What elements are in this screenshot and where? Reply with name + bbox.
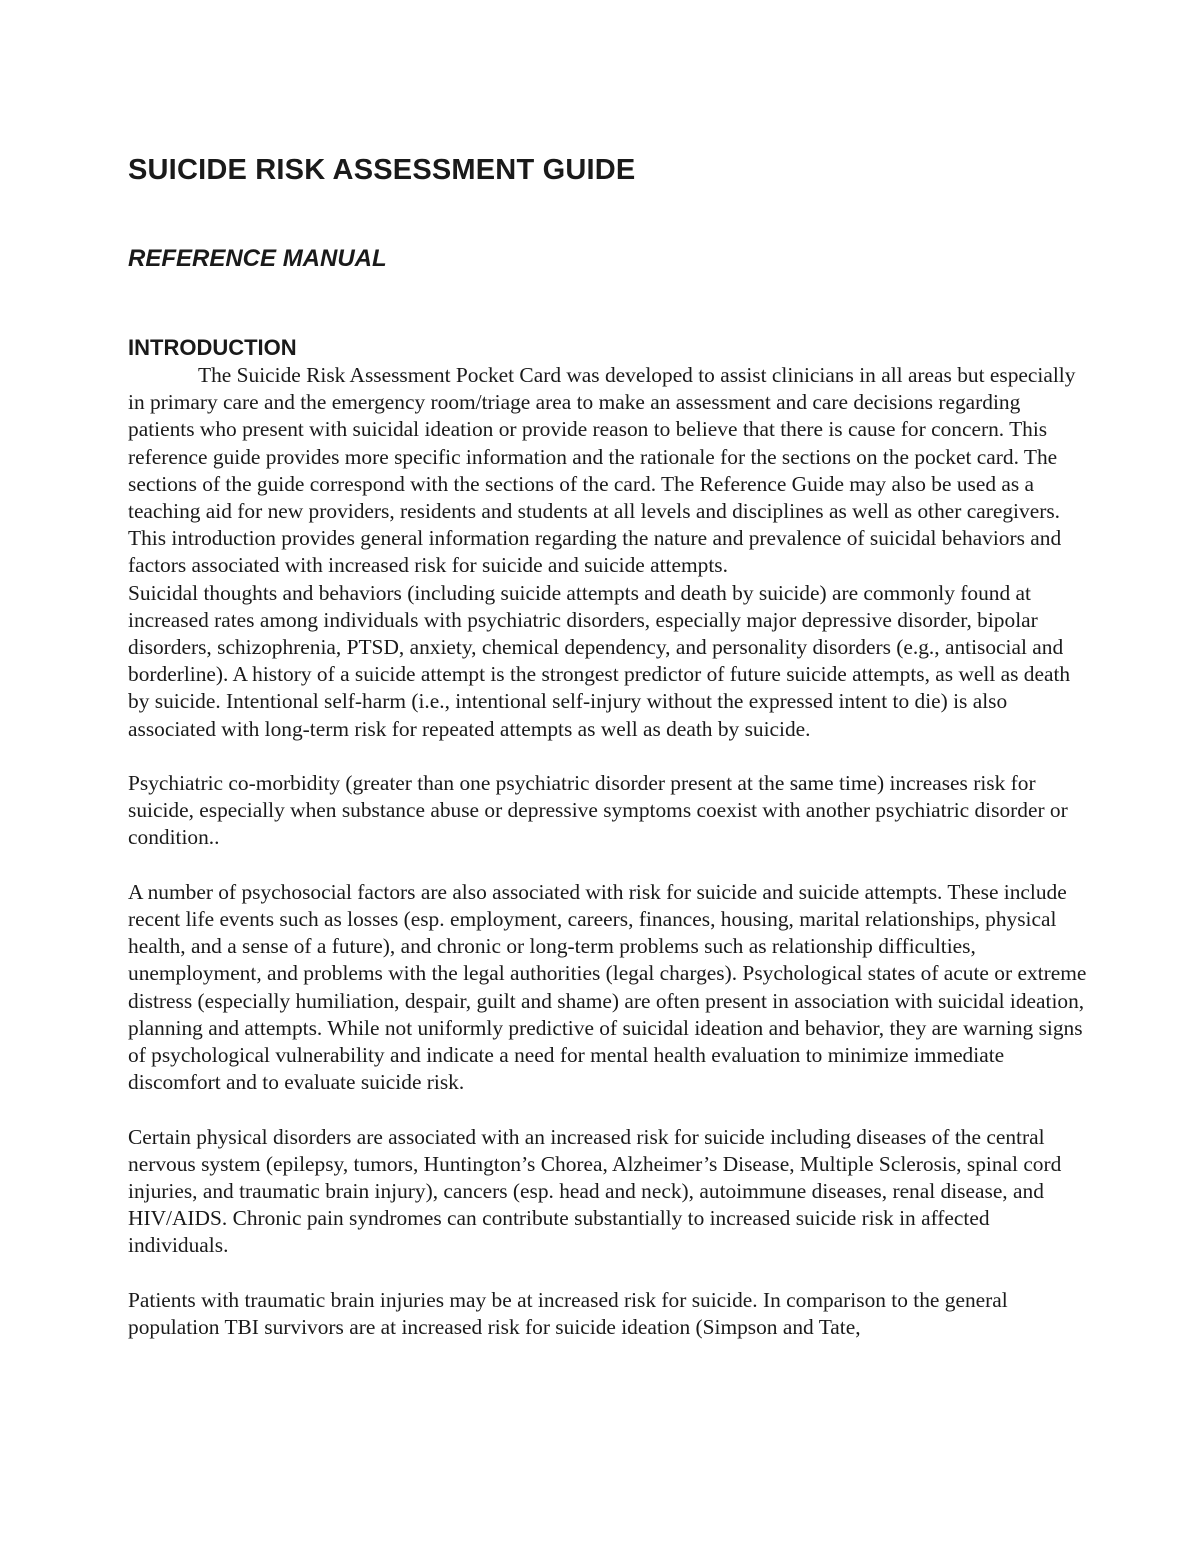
section-heading-introduction: INTRODUCTION — [128, 335, 297, 360]
paragraph-tbi: Patients with traumatic brain injuries may be at increased risk for suicide. In comparison to the general population TBI survivors are at increased risk for suicide ideation (Simpson and Tate, — [128, 1287, 1008, 1340]
document-title: SUICIDE RISK ASSESSMENT GUIDE — [128, 154, 636, 186]
paragraph-psychiatric-disorders: Suicidal thoughts and behaviors (including suicide attempts and death by suicide) are commonly found at increased rates among individuals with psychiatric disorders, especially major depressive disorder, bipolar disorders, schizophrenia, PTSD, anxiety, chemical dependency, and personality disorders (e.g., antisocial and borderline). A history of a suicide attempt is the strongest predictor of future suicide attempts, as well as death by suicide. Intentional self-harm (i.e., intentional self-injury without the expressed intent to die) is also associated with long-term risk for repeated attempts as well as death by suicide. — [128, 580, 1071, 741]
paragraph-intro: The Suicide Risk Assessment Pocket Card was developed to assist clinicians in all areas but especially in primary care and the emergency room/triage area to make an assessment and care decisions regarding patients who present with suicidal ideation or provide reason to believe that there is cause for concern. This reference guide provides more specific information and the rationale for the sections on the pocket card. The sections of the guide correspond with the sections of the card. The Reference Guide may also be used as a teaching aid for new providers, residents and students at all levels and disciplines as well as other caregivers. This introduction provides general information regarding the nature and prevalence of suicidal behaviors and factors associated with increased risk for suicide and suicide attempts. — [128, 363, 1076, 578]
document-subtitle: REFERENCE MANUAL — [128, 245, 387, 272]
paragraph-comorbidity: Psychiatric co-morbidity (greater than one psychiatric disorder present at the same time) increases risk for suicide, especially when substance abuse or depressive symptoms coexist with another psychiatric disorder or condition.. — [128, 771, 1068, 850]
paragraph-physical-disorders: Certain physical disorders are associated with an increased risk for suicide including diseases of the central nervous system (epilepsy, tumors, Huntington’s Chorea, Alzheimer’s Disease, Multiple Sclerosis, spinal cord injuries, and traumatic brain injury), cancers (esp. head and neck), autoimmune diseases, renal disease, and HIV/AIDS. Chronic pain syndromes can contribute substantially to increased suicide risk in affected individuals. — [128, 1124, 1062, 1258]
paragraph-psychosocial-factors: A number of psychosocial factors are also associated with risk for suicide and suicide attempts. These include recent life events such as losses (esp. employment, careers, finances, housing, marital relationships, physical health, and a sense of a future), and chronic or long-term problems such as relationship difficulties, unemployment, and problems with the legal authorities (legal charges). Psychological states of acute or extreme distress (especially humiliation, despair, guilt and shame) are often present in association with suicidal ideation, planning and attempts. While not uniformly predictive of suicidal ideation and behavior, they are warning signs of psychological vulnerability and indicate a need for mental health evaluation to minimize immediate discomfort and to evaluate suicide risk. — [128, 879, 1087, 1095]
document-page — [128, 150, 1088, 1341]
